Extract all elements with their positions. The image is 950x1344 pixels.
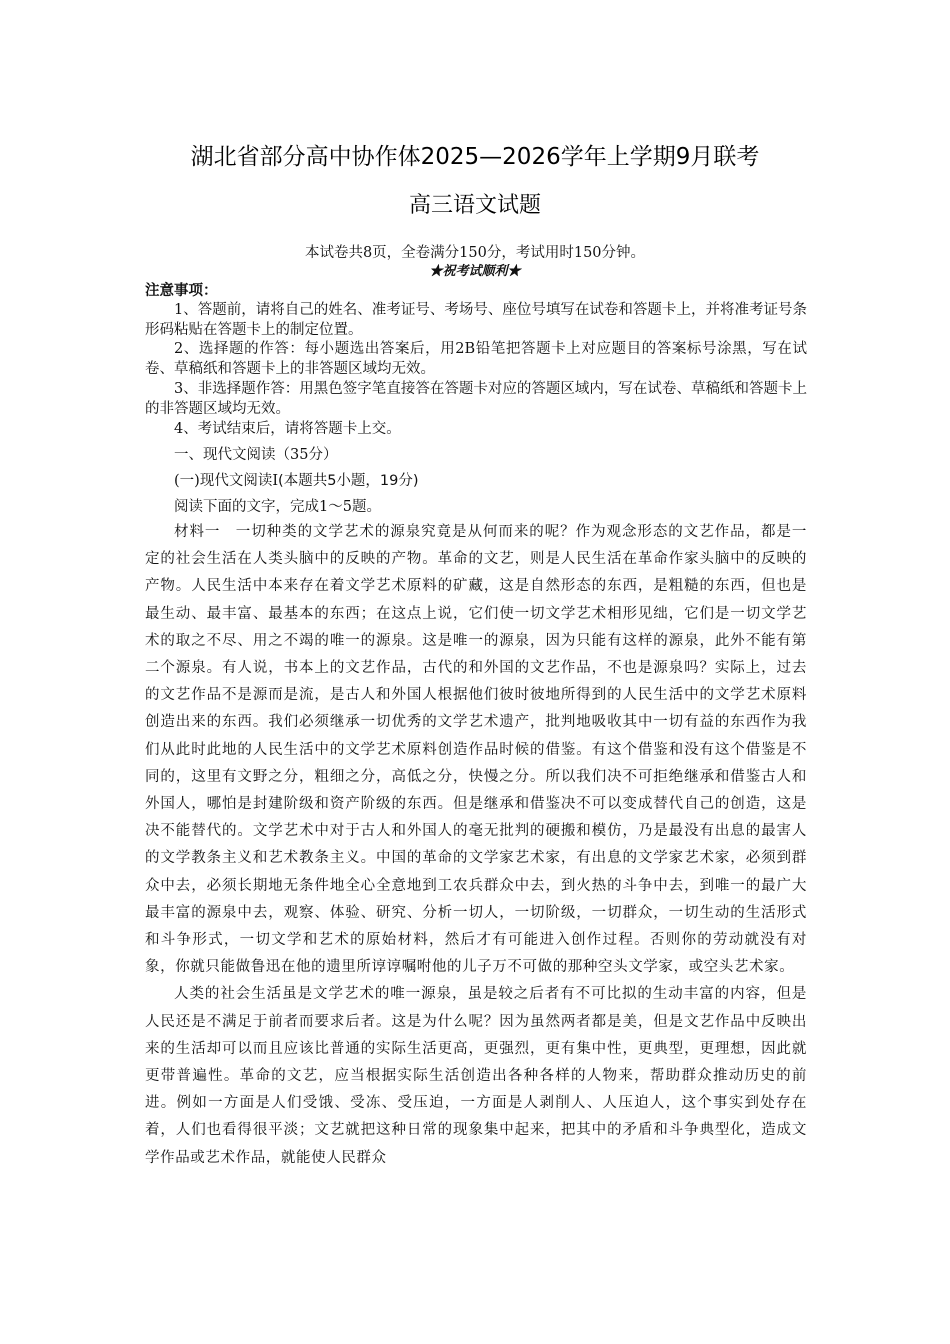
notice-block <box>145 281 807 439</box>
exam-title: 湖北省部分高中协作体2025—2026学年上学期9月联考 <box>190 144 760 170</box>
passage-paragraph: 材料一 一切种类的文学艺术的源泉究竟是从何而来的呢？作为观念形态的文艺作品，都是一定的社会生活在人类头脑中的反映的产物。革命的文艺，则是人民生活在革命作家头脑中的反映的产物。人民生活中本来存在着文学艺术原料的矿藏，这是自然形态的东西，是粗糙的东西，但也是最生动、最丰富、最基本的东西；在这点上说，它们使一切文学艺术相形见绌，它们是一切文学艺术的取之不尽、用之不竭的唯一的源泉。这是唯一的源泉，因为只能有这样的源泉，此外不能有第二个源泉。有人说，书本上的文艺作品，古代的和外国的文艺作品，不也是源泉吗？实际上，过去的文艺作品不是源而是流，是古人和外国人根据他们彼时彼地所得到的人民生活中的文学艺术原料创造出来的东西。我们必须继承一切优秀的文学艺术遗产，批判地吸收其中一切有益的东西作为我们从此时此地的人民生活中的文学艺术原料创造作品时候的借鉴。有这个借鉴和没有这个借鉴是不同的，这里有文野之分，粗细之分，高低之分，快慢之分。所以我们决不可拒绝继承和借鉴古人和外国人，哪怕是封建阶级和资产阶级的东西。但是继承和借鉴决不可以变成替代自己的创造，这是决不能替代的。文学艺术中对于古人和外国人的毫无批判的硬搬和模仿，乃是最没有出息的最害人的文学教条主义和艺术教条主义。中国的革命的文学家艺术家，有出息的文学家艺术家，必须到群众中去，必须长期地无条件地全心全意地到工农兵群众中去，到火热的斗争中去，到唯一的最广大最丰富的源泉中去，观察、体验、研究、分析一切人，一切阶级，一切群众，一切生动的生活形式和斗争形式，一切文学和艺术的原始材料，然后才有可能进入创作过程。否则你的劳动就没有对象，你就只能做鲁迅在他的遗里所谆谆嘱咐他的儿子万不可做的那种空头文学家，或空头艺术家。 <box>145 524 807 976</box>
sub-section-info: (本题共5小题，19分) <box>278 473 419 489</box>
part-title: 一、现代文阅读（35分） <box>174 447 338 463</box>
exam-subtitle: 高三语文试题 <box>408 193 541 218</box>
reading-passage <box>145 519 807 1172</box>
sub-section-name: (一)现代文阅读Ⅰ <box>174 473 279 489</box>
notice-heading: 注意事项： <box>145 282 218 299</box>
notice-item: 4、考试结束后，请将答题卡上交。 <box>174 420 401 437</box>
exam-info: 本试卷共8页，全卷满分150分，考试用时150分钟。 <box>304 245 646 261</box>
sub-section-title <box>145 469 807 490</box>
passage-paragraph: 人类的社会生活虽是文学艺术的唯一源泉，虽是较之后者有不可比拟的生动丰富的内容，但是人民还是不满足于前者而要求后者。这是为什么呢？因为虽然两者都是美，但是文艺作品中反映出来的生活却可以而且应该比普通的实际生活更高，更强烈，更有集中性，更典型，更理想，因此就更带普遍性。革命的文艺，应当根据实际生活创造出各种各样的人物来，帮助群众推动历史的前进。例如一方面是人们受饿、受冻、受压迫，一方面是人剥削人、人压迫人，这个事实到处存在着，人们也看得很平淡；文艺就把这种日常的现象集中起来，把其中的矛盾和斗争典型化，造成文学作品或艺术作品，就能使人民群众 <box>145 986 807 1166</box>
good-luck-line: ★祝考试顺利★ <box>429 264 521 279</box>
notice-item: 2、选择题的作答：每小题选出答案后，用2B铅笔把答题卡上对应题目的答案标号涂黑，写在试卷、草稿纸和答题卡上的非答题区域均无效。 <box>145 341 807 378</box>
notice-item: 1、答题前，请将自己的姓名、准考证号、考场号、座位号填写在试卷和答题卡上，并将准考证号条形码粘贴在答题卡上的制定位置。 <box>145 301 807 338</box>
reading-instruction: 阅读下面的文字，完成1～5题。 <box>174 499 381 515</box>
notice-item: 3、非选择题作答：用黑色签字笔直接答在答题卡对应的答题区域内，写在试卷、草稿纸和答题卡上的非答题区域均无效。 <box>145 380 807 417</box>
